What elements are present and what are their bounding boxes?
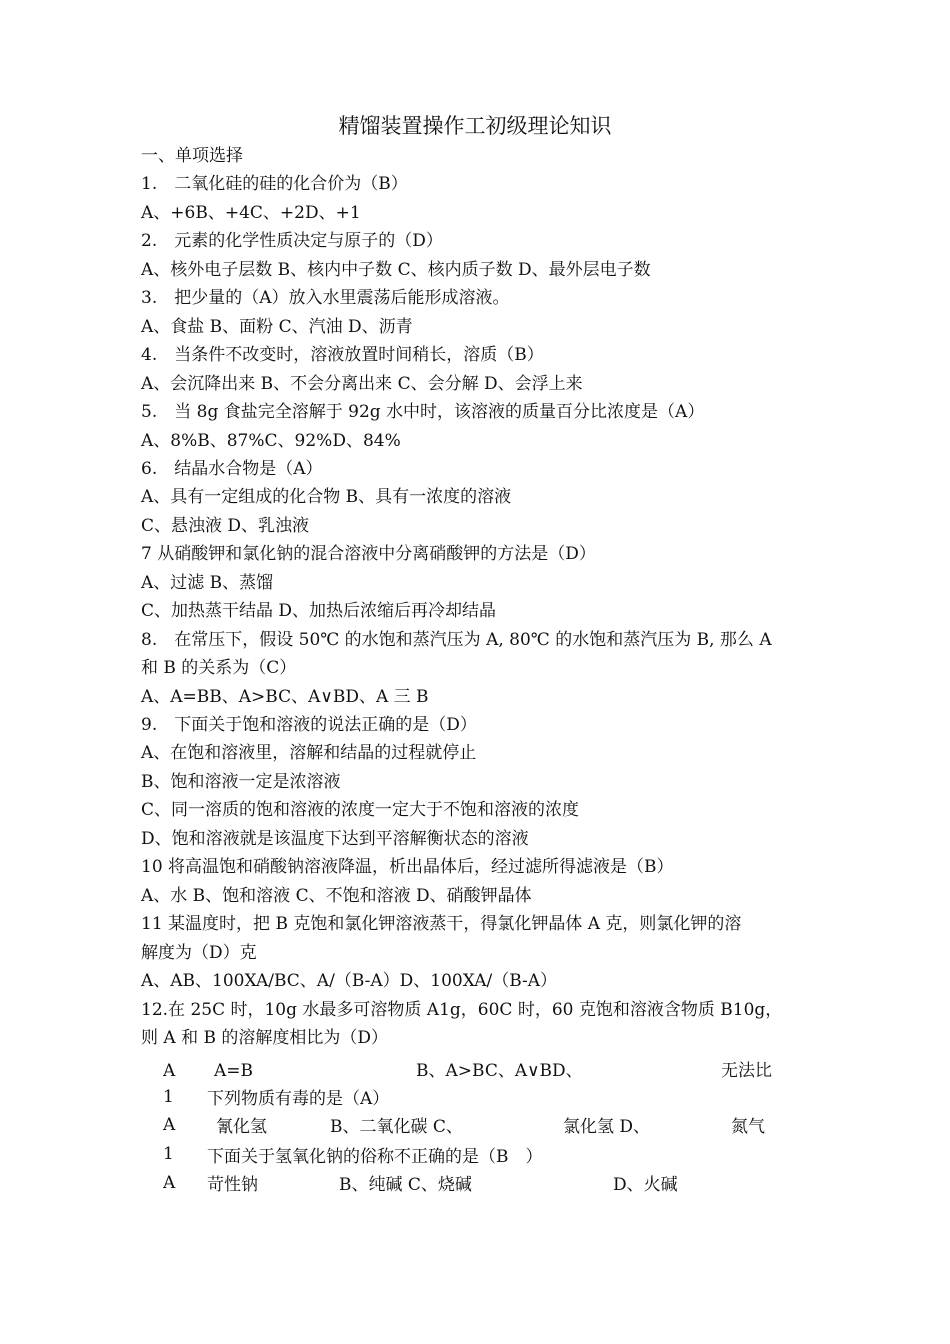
body-line: A、会沉降出来 B、不会分离出来 C、会分解 D、会浮上来 (141, 373, 583, 394)
q13-question: 下列物质有毒的是（A） (207, 1089, 390, 1109)
body-line: D、饱和溶液就是该温度下达到平溶解衡状态的溶液 (141, 828, 529, 849)
body-line: A、AB、100XA/BC、A/（B-A）D、100XA/（B-A） (141, 971, 558, 992)
body-line: A、食盐 B、面粉 C、汽油 D、沥青 (141, 316, 413, 337)
body-line: C、加热蒸干结晶 D、加热后浓缩后再冷却结晶 (141, 601, 497, 622)
body-line: 10 将高温饱和硝酸钠溶液降温，析出晶体后，经过滤所得滤液是（B） (141, 857, 674, 878)
q14-option-d-text: D、火碱 (613, 1175, 678, 1195)
body-line: 4. 当条件不改变时，溶液放置时间稍长，溶质（B） (141, 345, 544, 366)
q13-option-d-text: 氮气 (731, 1117, 765, 1137)
body-line: A、在饱和溶液里，溶解和结晶的过程就停止 (141, 743, 477, 764)
body-line: B、饱和溶液一定是浓溶液 (141, 771, 341, 792)
q12-option-b-text: B、A>BC、A∨BD、 (416, 1061, 583, 1081)
body-line: A、水 B、饱和溶液 C、不饱和溶液 D、硝酸钾晶体 (141, 885, 532, 906)
body-line: A、具有一定组成的化合物 B、具有一浓度的溶液 (141, 487, 512, 508)
body-line: 一、单项选择 (141, 146, 243, 166)
body-line: C、悬浊液 D、乳浊液 (141, 515, 310, 536)
q14-question: 下面关于氢氧化钠的俗称不正确的是（B ） (207, 1147, 543, 1167)
body-line: A、+6B、+4C、+2D、+1 (141, 202, 361, 223)
document-title: 精馏装置操作工初级理论知识 (338, 114, 612, 138)
q13-number: 1 (163, 1087, 174, 1107)
q13-option-a-text: 氰化氢 (216, 1117, 267, 1137)
body-line: 解度为（D）克 (141, 942, 257, 963)
body-line: 9. 下面关于饱和溶液的说法正确的是（D） (141, 715, 477, 735)
body-line: A、8%B、87%C、92%D、84% (141, 430, 401, 451)
body-line: 7 从硝酸钾和氯化钠的混合溶液中分离硝酸钾的方法是（D） (141, 544, 596, 565)
body-line: 2. 元素的化学性质决定与原子的（D） (141, 231, 443, 252)
q13-option-b-text: B、二氧化碳 C、 (330, 1117, 463, 1137)
body-line: A、A=BB、A>BC、A∨BD、A 三 B (141, 686, 429, 707)
body-line: 则 A 和 B 的溶解度相比为（D） (141, 1027, 389, 1048)
q13-option-c-text: 氯化氢 D、 (563, 1117, 651, 1137)
q14-option-b-text: B、纯碱 C、烧碱 (339, 1175, 472, 1195)
body-line: A、过滤 B、蒸馏 (141, 572, 274, 593)
q13-option-a-letter: A (163, 1115, 176, 1135)
q14-option-a-text: 苛性钠 (207, 1175, 258, 1195)
body-line: 8. 在常压下，假设 50℃ 的水饱和蒸汽压为 A, 80℃ 的水饱和蒸汽压为 B, 那么 A (141, 629, 772, 650)
q14-option-a-letter: A (163, 1173, 176, 1193)
body-line: 6. 结晶水合物是（A） (141, 458, 323, 479)
q12-option-a-text: A=B (214, 1061, 254, 1081)
body-line: 3. 把少量的（A）放入水里震荡后能形成溶液。 (141, 288, 510, 309)
q12-option-d-text: 无法比 (721, 1061, 772, 1081)
body-line: 11 某温度时，把 B 克饱和氯化钾溶液蒸干，得氯化钾晶体 A 克，则氯化钾的溶 (141, 914, 742, 935)
body-line: C、同一溶质的饱和溶液的浓度一定大于不饱和溶液的浓度 (141, 800, 580, 821)
q14-number: 1 (163, 1144, 174, 1164)
body-line: 5. 当 8g 食盐完全溶解于 92g 水中时，该溶液的质量百分比浓度是（A） (141, 402, 705, 423)
body-line: A、核外电子层数 B、核内中子数 C、核内质子数 D、最外层电子数 (141, 259, 651, 280)
body-line: 12.在 25C 时，10g 水最多可溶物质 A1g，60C 时，60 克饱和溶液含物质 B10g， (141, 999, 783, 1020)
q12-option-a-letter: A (163, 1061, 176, 1081)
body-line: 1. 二氧化硅的硅的化合价为（B） (141, 174, 408, 195)
body-line: 和 B 的关系为（C） (141, 658, 297, 679)
